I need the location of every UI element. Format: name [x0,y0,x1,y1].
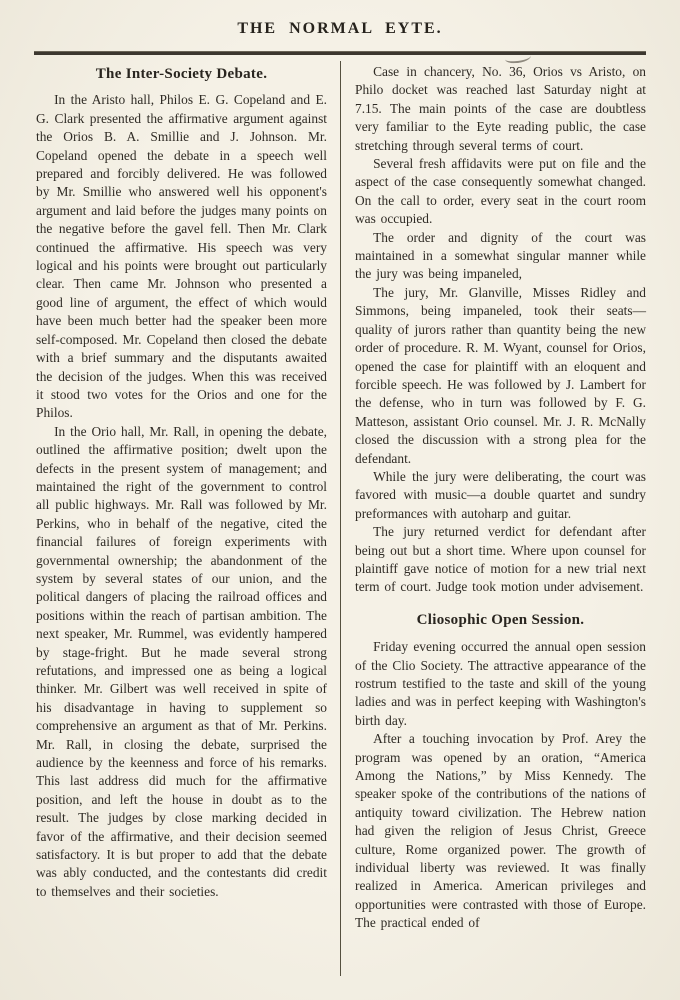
paragraph: In the Orio hall, Mr. Rall, in opening the debate, outlined the affirmative position; dwelt upon the defects in the present system of management; and maintained the right of the government to control all public highways. Mr. Rall was followed by Mr. Perkins, who in behalf of the negative, cited the financial failures of foreign experiments with governmental ownership; the abandonment of the system by several states of our union, and the political dangers of placing the railroad offices and positions within the reach of partisan ambition. The next speaker, Mr. Rummel, was evidently hampered by stage-fright. But he made several strong refutations, and impressed one as being a logical thinker. Mr. Gilbert was well received in spite of his disadvantage in having to supplement so comprehensive an argument as that of Mr. Perkins. Mr. Rall, in closing the debate, surprised the audience by the keenness and force of his remarks. This last address did much for the affirmative position, and left the house in doubt as to the result. The judges by close marking decided in favor of the affirmative, and their decision seemed satisfactory. It is but proper to add that the debate was ably conducted, and the contestants did credit to themselves and their societies. [36,423,327,899]
columns [34,61,646,976]
article-heading-cliosophic-open-session: Cliosophic Open Session. [416,611,585,628]
paragraph: Case in chancery, No. 36, Orios vs Aristo, on Philo docket was reached last Saturday night at 7.15. The main points of the case are doubtless very familiar to the Eyte reading public, the case stretching through several terms of court. [355,64,646,153]
paragraph: The jury, Mr. Glanville, Misses Ridley and Simmons, being impaneled, took their seats—quality of jurors rather than quantity being the new order of procedure. R. M. Wyant, counsel for Orios, opened the case for plaintiff with an eloquent and forcible speech. He was followed by J. Lambert for the defense, who in turn was followed by F. G. Matteson, assistant Orio counsel. Mr. J. R. McNally closed the discussion with a strong plea for the defendant. [355,284,646,466]
paragraph: Several fresh affidavits were put on file and the aspect of the case consequently somewhat changed. On the call to order, every seat in the court room was occupied. [355,156,646,227]
masthead-rule [34,51,646,55]
left-column [34,61,340,976]
article-heading-inter-society-debate: The Inter-Society Debate. [95,66,268,82]
paragraph: While the jury were deliberating, the court was favored with music—a double quartet and sundry preformances with autoharp and guitar. [355,468,646,521]
paragraph: The jury returned verdict for defendant after being out but a short time. Where upon counsel for plaintiff gave notice of motion for a new trial next term of court. Judge took motion under advisement. [355,524,646,595]
paragraph: After a touching invocation by Prof. Arey the program was opened by an oration, “America Among the Nations,” by Miss Kennedy. The speaker spoke of the contributions of the nations of antiquity toward civilization. The Hebrew nation had given the religion of Jesus Christ, Greece culture, Rome organized power. The growth of individual liberty was reviewed. It was finally realized in America. American privileges and opportunities were contrasted with those of Europe. The practical ended of [355,731,646,931]
paragraph: In the Aristo hall, Philos E. G. Copeland and E. G. Clark presented the affirmative argument against the Orios B. A. Smillie and J. Johnson. Mr. Copeland opened the debate in a speech well prepared and forcibly delivered. He was followed by Mr. Smillie who answered well his opponent's argument and laid before the judges many points on the negative before the gavel fell. Then Mr. Clark continued the affirmative. His speech was very logical and his points were brought out particularly clear. Then came Mr. Johnson who presented a good line of argument, the effect of which would have been much better had the speaker been more self-composed. Mr. Copeland then closed the debate with a brief summary and the disputants awaited the decision of the judges. When this was received it stood two votes for the Orios and one for the Philos. [36,92,327,421]
paragraph: The order and dignity of the court was maintained in a somewhat singular manner while the jury was being impaneled, [355,229,646,282]
right-column [340,61,646,976]
paragraph: Friday evening occurred the annual open session of the Clio Society. The attractive appearance of the rostrum testified to the taste and skill of the young ladies and was in perfect keeping with Washington's birth day. [355,639,646,728]
masthead-title: THE NORMAL EYTE. [237,20,443,37]
